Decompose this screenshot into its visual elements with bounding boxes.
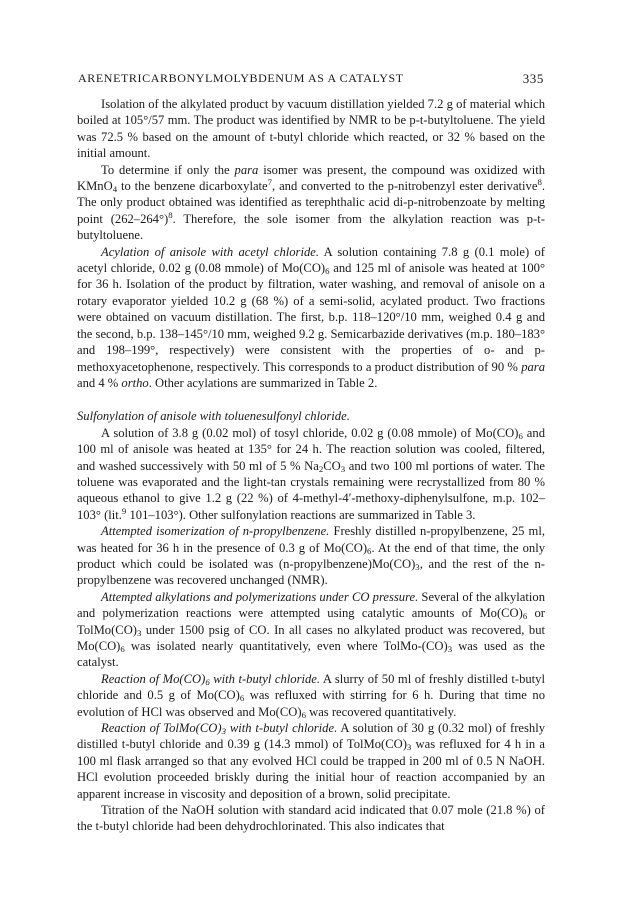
paragraph-mo-co-reaction: Reaction of $Mo(CO)_6$ with t-butyl chloride. A slurry of 50 ml of freshly distilled t-butyl chloride and 0.5 g of $Mo(CO)_6$ was refluxed with stirring for 6 h. During that time no evolution of HCl was observed and $Mo(CO)_6$ was recovered quantitatively. [77, 671, 545, 720]
paragraph-heading: Attempted alkylations and polymerizations under CO pressure. [101, 589, 419, 604]
body-text [77, 96, 545, 835]
page-number: 335 [522, 71, 544, 86]
running-title: ARENETRICARBONYLMOLYBDENUM AS A CATALYST [78, 71, 404, 85]
paragraph-heading: Reaction of $TolMo(CO)_3$ with t-butyl chloride. [101, 721, 338, 737]
running-header [78, 71, 544, 87]
paragraph-heading: Acylation of anisole with acetyl chloride. [101, 244, 319, 259]
paragraph-acylation: Acylation of anisole with acetyl chloride. A solution containing 7.8 g (0.1 mole) of acetyl chloride, 0.02 g (0.08 mmole) of $Mo(CO)_6$ and 125 ml of anisole was heated at 100° for 36 h. Isolation of the product by filtration, water washing, and removal of anisole on a rotary evaporator yielded 10.2 g (68 %) of a semi-solid, acylated product. Two fractions were obtained on vacuum distillation. The first, b.p. 118–120°/10 mm, weighed 0.4 g and the second, b.p. 138–145°/10 mm, weighed 9.2 g. Semicarbazide derivatives (m.p. 180–183° and 198–199°, respectively) were consistent with the properties of o- and p-methoxyacetophenone, respectively. This corresponds to a product distribution of 90 % para and 4 % ortho. Other acylations are summarized in Table 2. [77, 244, 545, 390]
section-heading-sulfonylation: Sulfonylation of anisole with toluenesulfonyl chloride. [77, 409, 350, 424]
paragraph-heading: Reaction of $Mo(CO)_6$ with t-butyl chloride. [101, 671, 321, 687]
paragraph-titration: Titration of the NaOH solution with standard acid indicated that 0.07 mole (21.8 %) of the t-butyl chloride had been dehydrochlorinated. This also indicates that [77, 803, 545, 834]
paragraph-isolation: Isolation of the alkylated product by vacuum distillation yielded 7.2 g of material which boiled at 105°/57 mm. The product was identified by NMR to be p-t-butyltoluene. The yield was 72.5 % based on the amount of t-butyl chloride which reacted, or 32 % based on the initial amount. [77, 97, 545, 161]
paragraph-tolmo-reaction: Reaction of $TolMo(CO)_3$ with t-butyl chloride. A solution of 30 g (0.32 mol) of freshly distilled t-butyl chloride and 0.39 g (14.3 mmol) of $TolMo(CO)_3$ was refluxed for 4 h in a 100 ml flask arranged so that any evolved HCl could be trapped in 200 ml of 0.5 N NaOH. HCl evolution proceeded briskly during the initial hour of reaction accompanied by an apparent increase in viscosity and deposition of a brown, solid precipitate. [77, 721, 545, 801]
paragraph-sulfonylation: A solution of 3.8 g (0.02 mol) of tosyl chloride, 0.02 g (0.08 mmole) of $Mo(CO)_6$ and 100 ml of anisole was heated at 135° for 24 h. The reaction solution was cooled, filtered, and washed successively with 50 ml of 5 % $Na_2CO_3$ and two 100 ml portions of water. The toluene was evaporated and the light-tan crystals remaining were recrystallized from 80 % aqueous ethanol to give 1.2 g (22 %) of 4-methyl-4′-methoxy-diphenylsulfone, m.p. 102–103° (lit.$^9$ 101–103°). Other sulfonylation reactions are summarized in Table 3. [77, 425, 545, 522]
paragraph-isomerization: Attempted isomerization of n-propylbenzene. Freshly distilled n-propylbenzene, 25 ml, was heated for 36 h in the presence of 0.3 g of $Mo(CO)_6$. At the end of that time, the only product which could be isolated was $(n-propylbenzene)Mo(CO)_3$, and the rest of the n-propylbenzene was recovered unchanged (NMR). [77, 524, 545, 588]
paragraph-co-pressure: Attempted alkylations and polymerizations under CO pressure. Several of the alkylation and polymerization reactions were attempted using catalytic amounts of $Mo(CO)_6$ or $TolMo(CO)_3$ under 1500 psig of CO. In all cases no alkylated product was recovered, but $Mo(CO)_6$ was isolated nearly quantitatively, even where TolMo-$(CO)_3$ was used as the catalyst. [77, 589, 546, 670]
paragraph-isomer-check: To determine if only the para isomer was present, the compound was oxidized with KMnO$_4$ to the benzene dicarboxylate$^7$, and converted to the p-nitrobenzyl ester derivative$^8$. The only product obtained was identified as terephthalic acid di-p-nitrobenzoate by melting point $(262-264^\circ)^8$. Therefore, the sole isomer from the alkylation reaction was p-t-butyltoluene. [77, 162, 545, 243]
paragraph-heading: Attempted isomerization of n-propylbenzene. [101, 524, 330, 539]
